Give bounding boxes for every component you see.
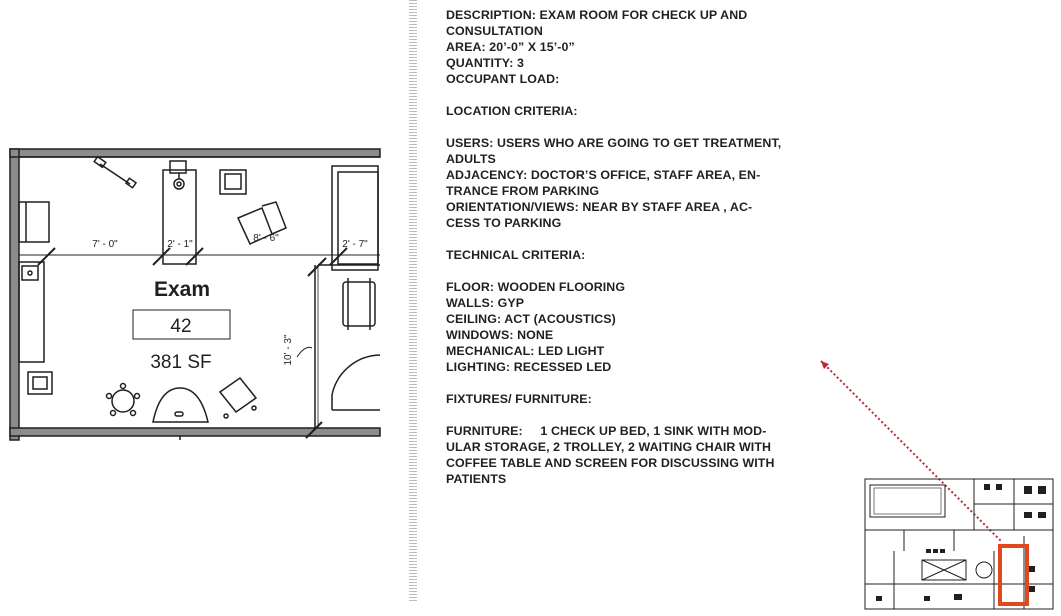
keyplan-pool <box>870 485 945 517</box>
spec-line: WALLS: GYP <box>446 296 525 310</box>
exam-room-floor-plan <box>0 140 385 450</box>
dimension-width-left: 7' - 0" <box>92 239 118 250</box>
spec-line <box>446 407 796 423</box>
room-specification <box>446 7 796 487</box>
spec-line: TRANCE FROM PARKING <box>446 184 600 198</box>
room-number: 42 <box>170 316 192 337</box>
door-swing-icon <box>332 355 380 410</box>
sink-icon <box>19 262 44 362</box>
spec-line: ORIENTATION/VIEWS: NEAR BY STAFF AREA , AC- <box>446 200 753 214</box>
room-name: Exam <box>153 278 211 301</box>
page-divider <box>409 0 417 602</box>
key-plan <box>864 476 1056 610</box>
stool-icon <box>107 384 140 416</box>
spec-line: COFFEE TABLE AND SCREEN FOR DISCUSSING WITH <box>446 456 775 470</box>
spec-line: FLOOR: WOODEN FLOORING <box>446 280 626 294</box>
spec-line <box>446 87 796 103</box>
spec-line: TECHNICAL CRITERIA: <box>446 248 586 262</box>
lamp-icon <box>94 157 136 188</box>
waiting-chair-icon <box>343 278 375 330</box>
trolley-icon <box>28 372 52 394</box>
dimension-height: 10' - 3" <box>283 334 294 366</box>
spec-line: ADJACENCY: DOCTOR’S OFFICE, STAFF AREA, EN- <box>446 168 761 182</box>
spec-line: CEILING: ACT (ACOUSTICS) <box>446 312 616 326</box>
spec-line: LOCATION CRITERIA: <box>446 104 578 118</box>
room-area: 381 SF <box>150 352 212 373</box>
spec-line: DESCRIPTION: EXAM ROOM FOR CHECK UP AND <box>446 8 748 22</box>
wall-bottom <box>10 428 380 436</box>
chair-icon <box>220 378 256 418</box>
spec-line: PATIENTS <box>446 472 507 486</box>
spec-line: FURNITURE: 1 CHECK UP BED, 1 SINK WITH MOD- <box>446 424 767 438</box>
spec-line <box>446 231 796 247</box>
spec-line: MECHANICAL: LED LIGHT <box>446 344 605 358</box>
spec-line: CESS TO PARKING <box>446 216 562 230</box>
sofa-icon <box>332 166 378 270</box>
spec-line: OCCUPANT LOAD: <box>446 72 560 86</box>
keyplan-highlight <box>1000 546 1027 604</box>
spec-line: ULAR STORAGE, 2 TROLLEY, 2 WAITING CHAIR WITH <box>446 440 772 454</box>
spec-line: CONSULTATION <box>446 24 543 38</box>
spec-line: AREA: 20’-0” X 15’-0” <box>446 40 575 54</box>
dimension-right: 2' - 7" <box>342 239 368 250</box>
spec-line: WINDOWS: NONE <box>446 328 554 342</box>
dimension-diagonal: 8' - 6" <box>253 233 279 244</box>
spec-line <box>446 375 796 391</box>
spec-line: ADULTS <box>446 152 496 166</box>
storage-cabinet-icon <box>19 202 49 242</box>
spec-line: USERS: USERS WHO ARE GOING TO GET TREATMENT, <box>446 136 782 150</box>
spec-line: QUANTITY: 3 <box>446 56 524 70</box>
wall-top <box>10 149 380 157</box>
spec-line: FIXTURES/ FURNITURE: <box>446 392 592 406</box>
monitor-icon <box>220 170 246 194</box>
spec-line <box>446 263 796 279</box>
wall-left <box>10 149 19 440</box>
dimension-bed-width: 2' - 1" <box>167 239 193 250</box>
spec-line: LIGHTING: RECESSED LED <box>446 360 612 374</box>
spec-line <box>446 119 796 135</box>
